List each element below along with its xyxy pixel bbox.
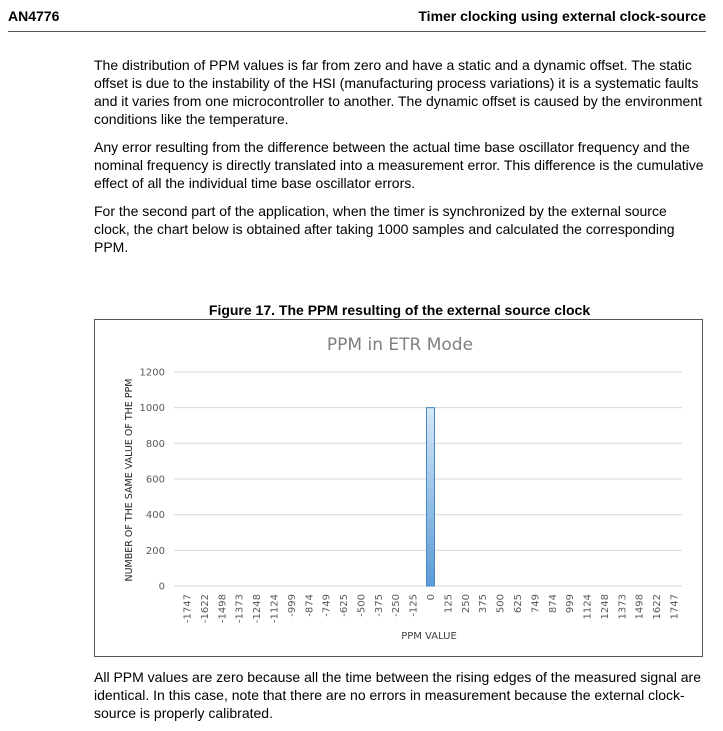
paragraph-ppm-distribution: The distribution of PPM values is far from zero and have a static and a dynamic offset. The static offset is due to the instability of the HSI (manufacturing process variations) it is a systematic faults and it varies from one microcontroller to another. The dynamic offset is caused by the environment conditions like the temperature. (94, 57, 703, 127)
x-tick-label: 999 (565, 594, 577, 614)
x-tick-label: -250 (391, 594, 403, 617)
x-tick-label: 125 (443, 594, 455, 614)
x-tick-label: -1124 (269, 594, 281, 624)
x-tick-label: -625 (339, 594, 351, 617)
x-tick-label: -125 (408, 594, 420, 617)
x-tick-label: 874 (547, 594, 559, 614)
x-tick-label: 1498 (634, 594, 646, 620)
chart-title: PPM in ETR Mode (326, 335, 474, 355)
y-axis-label: NUMBER OF THE SAME VALUE OF THE PPM (124, 378, 135, 582)
x-tick-label: -874 (304, 594, 316, 617)
x-tick-label: 1124 (582, 594, 594, 620)
y-tick-label: 0 (158, 581, 165, 593)
paragraph-conclusion: All PPM values are zero because all the time between the rising edges of the measured signal are identical. In this case, note that there are no errors in measurement because the external clock-source is properly calibrated. (94, 669, 702, 721)
x-tick-label: -1373 (234, 594, 246, 624)
y-tick-label: 800 (145, 438, 165, 450)
x-tick-label: -749 (321, 594, 333, 617)
x-tick-label: 1747 (669, 594, 681, 620)
x-tick-label: 1373 (617, 594, 629, 620)
x-tick-label: 500 (495, 594, 507, 614)
x-axis-label: PPM VALUE (401, 631, 457, 642)
x-tick-label: -999 (286, 594, 298, 617)
ppm-bar-chart (95, 320, 702, 656)
x-tick-label: 250 (460, 594, 472, 614)
document-id: AN4776 (8, 8, 60, 24)
figure-caption: Figure 17. The PPM resulting of the external source clock (208, 302, 591, 318)
x-tick-label: -1622 (199, 594, 211, 624)
x-tick-label: -500 (356, 594, 368, 617)
chart-frame (94, 319, 703, 657)
y-tick-label: 1200 (139, 367, 165, 379)
x-tick-label: 1622 (652, 594, 664, 620)
x-tick-label: 375 (478, 594, 490, 614)
y-tick-label: 600 (145, 474, 165, 486)
bar-ppm-0 (427, 408, 435, 586)
x-tick-label: 1248 (599, 594, 611, 620)
x-tick-label: 625 (512, 594, 524, 614)
x-tick-label: -375 (373, 594, 385, 617)
x-tick-label: -1747 (182, 594, 194, 624)
section-title: Timer clocking using external clock-source (418, 8, 706, 24)
x-tick-label: -1498 (217, 594, 229, 624)
paragraph-external-clock: For the second part of the application, when the timer is synchronized by the external source clock, the chart below is obtained after taking 1000 samples and calculated the corresponding PPM. (94, 203, 675, 255)
x-tick-label: 0 (426, 594, 437, 601)
header-divider (8, 31, 706, 32)
y-tick-label: 400 (145, 510, 165, 522)
y-tick-label: 1000 (139, 403, 165, 415)
y-tick-label: 200 (145, 545, 165, 557)
x-tick-label: -1248 (252, 594, 264, 624)
x-tick-label: 749 (530, 594, 542, 614)
paragraph-frequency-error: Any error resulting from the difference between the actual time base oscillator frequency and the nominal frequency is directly translated into a measurement error. This difference is the cumulative effect of all the individual time base oscillator errors. (94, 139, 704, 191)
